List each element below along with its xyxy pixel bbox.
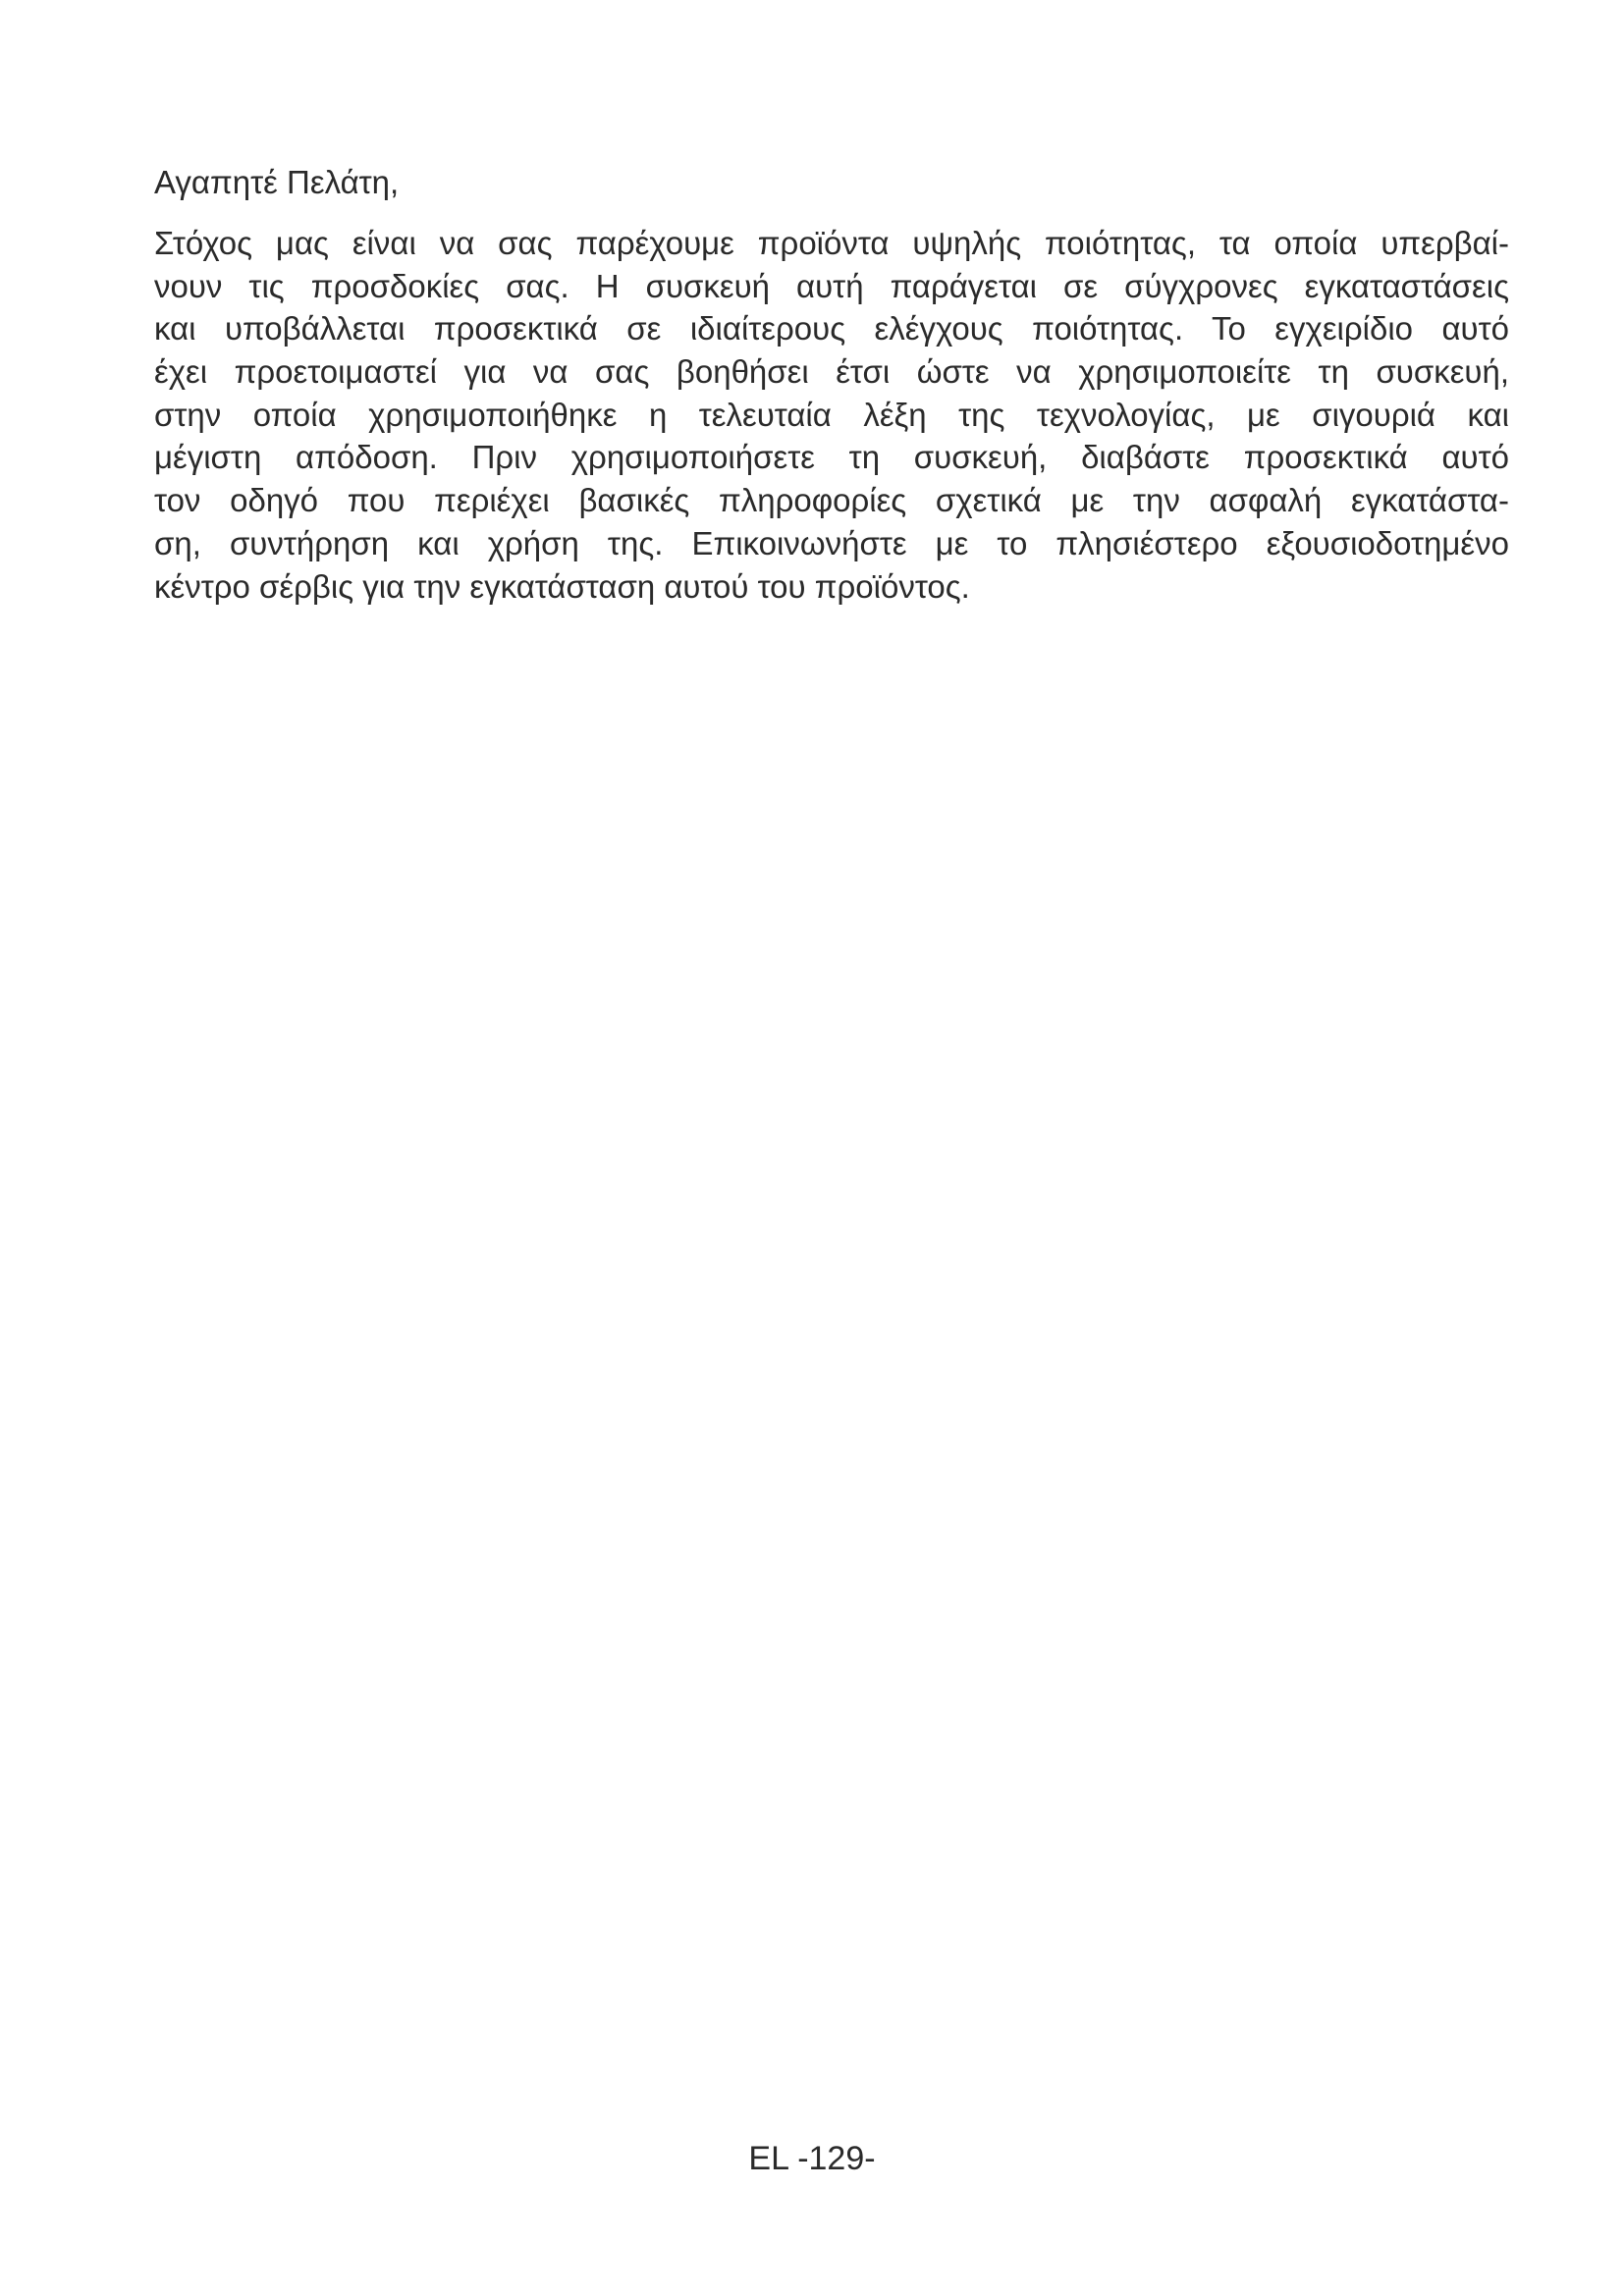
letter-body [154,161,1509,608]
paragraph-line: μέγιστη απόδοση. Πριν χρησιμοποιήσετε τη συσκευή, διαβάστε προσεκτικά αυτό [154,439,1509,476]
paragraph-line: ση, συντήρηση και χρήση της. Επικοινωνήστε με το πλησιέστερο εξουσιοδοτημένο [154,524,1509,561]
greeting-line: Αγαπητέ Πελάτη, [154,164,400,200]
paragraph-line: κέντρο σέρβις για την εγκατάσταση αυτού του προϊόντος. [154,567,970,605]
paragraph-line: στην οποία χρησιμοποιήθηκε η τελευταία λέξη της τεχνολογίας, με σιγουριά και [154,396,1509,433]
paragraph-line: Στόχος μας είναι να σας παρέχουμε προϊόντα υψηλής ποιότητας, τα οποία υπερβαί- [154,225,1509,261]
page-number: EL -129- [748,2140,876,2177]
paragraph-line: τον οδηγό που περιέχει βασικές πληροφορίες σχετικά με την ασφαλή εγκατάστα- [154,482,1509,519]
paragraph-line: νουν τις προσδοκίες σας. Η συσκευή αυτή παράγεται σε σύγχρονες εγκαταστάσεις [154,267,1509,304]
paragraph-line: και υποβάλλεται προσεκτικά σε ιδιαίτερους ελέγχους ποιότητας. Το εγχειρίδιο αυτό [154,310,1509,347]
letter-paragraph [154,222,1509,608]
paragraph-line: έχει προετοιμαστεί για να σας βοηθήσει έτσι ώστε να χρησιμοποιείτε τη συσκευή, [154,353,1509,391]
